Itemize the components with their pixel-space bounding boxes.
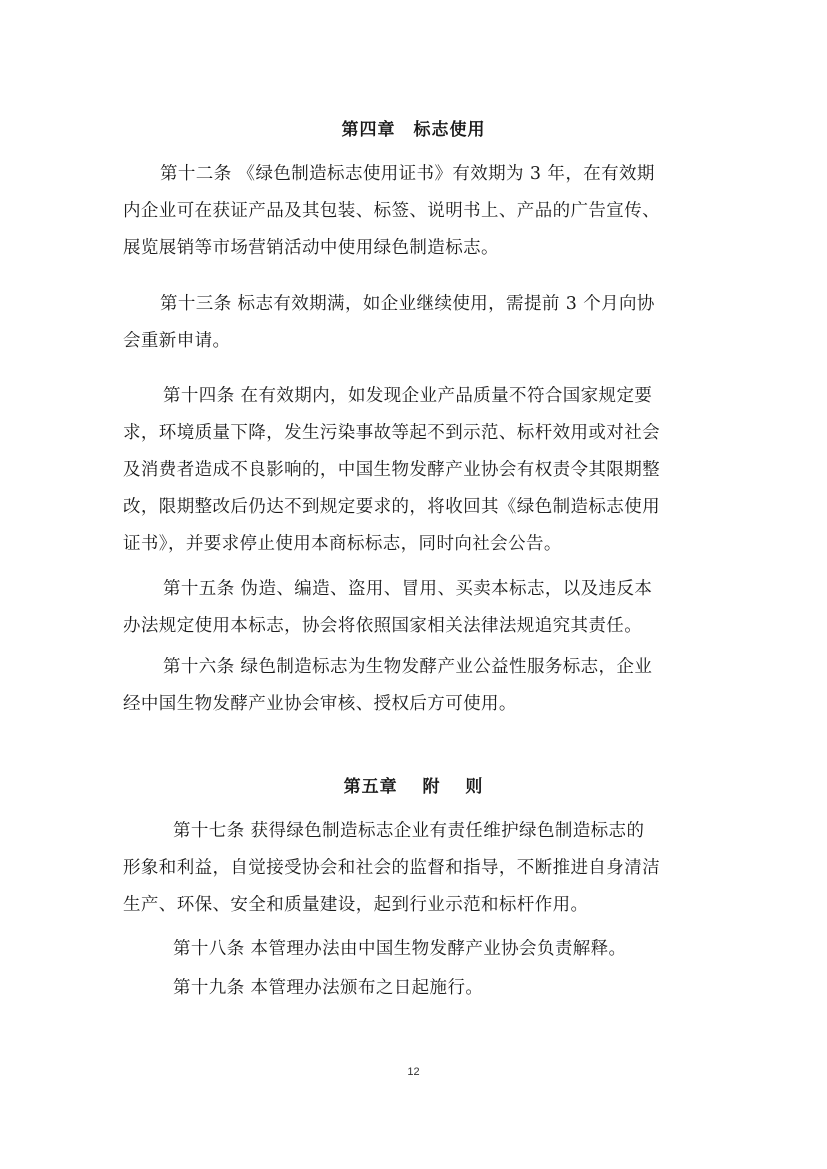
article-line: 形象和利益，自觉接受协会和社会的监督和指导，不断推进自身清洁 xyxy=(123,858,660,878)
article-19 xyxy=(123,970,708,1007)
article-18 xyxy=(123,931,708,968)
article-13 xyxy=(123,286,708,360)
chapter-5-title: 第五章 附 则 xyxy=(343,777,484,797)
article-line: 展览展销等市场营销活动中使用绿色制造标志。 xyxy=(123,238,499,258)
article-16 xyxy=(123,649,708,723)
article-line: 第十八条 本管理办法由中国生物发酵产业协会负责解释。 xyxy=(173,939,627,959)
article-line: 第十九条 本管理办法颁布之日起施行。 xyxy=(173,978,484,998)
article-line: 会重新申请。 xyxy=(123,331,231,351)
article-12 xyxy=(123,156,708,267)
article-line: 及消费者造成不良影响的，中国生物发酵产业协会有权责令其限期整 xyxy=(123,460,660,480)
article-line: 第十七条 获得绿色制造标志企业有责任维护绿色制造标志的 xyxy=(173,821,645,841)
article-line: 第十六条 绿色制造标志为生物发酵产业公益性服务标志，企业 xyxy=(163,657,653,677)
article-line: 生产、环保、安全和质量建设，起到行业示范和标杆作用。 xyxy=(123,895,589,915)
article-line: 办法规定使用本标志，协会将依照国家相关法律法规追究其责任。 xyxy=(123,616,643,636)
chapter-4-title: 第四章 标志使用 xyxy=(341,120,486,140)
article-line: 改，限期整改后仍达不到规定要求的，将收回其《绿色制造标志使用 xyxy=(123,497,660,517)
article-line: 第十二条 《绿色制造标志使用证书》有效期为 3 年，在有效期 xyxy=(160,164,655,184)
article-line: 求，环境质量下降，发生污染事故等起不到示范、标杆效用或对社会 xyxy=(123,423,660,443)
article-17 xyxy=(123,813,708,924)
article-14 xyxy=(123,378,708,563)
article-line: 第十四条 在有效期内，如发现企业产品质量不符合国家规定要 xyxy=(163,386,653,406)
article-line: 内企业可在获证产品及其包装、标签、说明书上、产品的广告宣传、 xyxy=(123,201,660,221)
page-number: 12 xyxy=(407,1066,420,1078)
article-15 xyxy=(123,571,708,645)
article-line: 第十三条 标志有效期满，如企业继续使用，需提前 3 个月向协 xyxy=(160,294,655,314)
article-line: 经中国生物发酵产业协会审核、授权后方可使用。 xyxy=(123,694,517,714)
article-line: 第十五条 伪造、编造、盗用、冒用、买卖本标志，以及违反本 xyxy=(163,579,653,599)
article-line: 证书》，并要求停止使用本商标标志，同时向社会公告。 xyxy=(123,534,562,554)
